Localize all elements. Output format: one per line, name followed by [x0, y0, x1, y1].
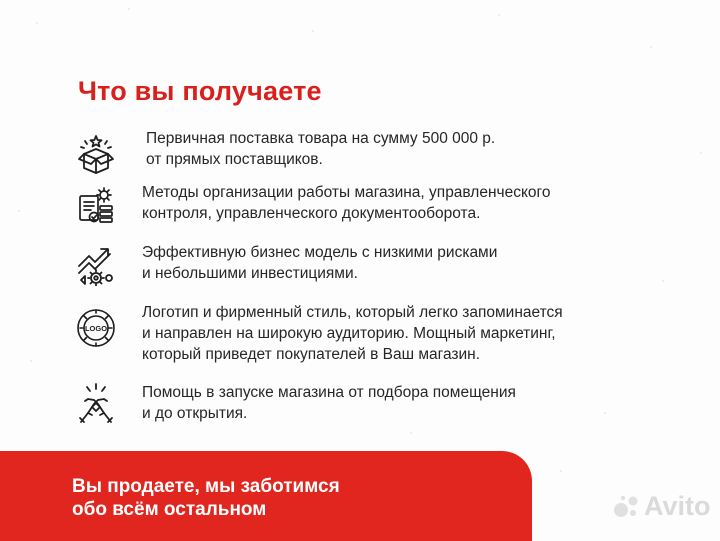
feature-item-logo [0, 302, 720, 368]
background-speck [650, 46, 652, 48]
feature-text: Методы организации работы магазина, управленческого контроля, управленческого документооборота. [142, 184, 551, 222]
avito-dots-icon [612, 492, 640, 520]
feature-item-methods [0, 182, 720, 242]
banner-line: Вы продаете, мы заботимся [72, 476, 340, 497]
feature-text: Логотип и фирменный стиль, который легко запоминается и направлен на широкую аудиторию. Мощный маркетинг, который приведет покупателей в Ваш магазин. [142, 304, 563, 363]
feature-text: Эффективную бизнес модель с низкими рисками и небольшими инвестициями. [142, 244, 498, 282]
background-speck [128, 8, 130, 10]
box-with-stars-icon [74, 132, 118, 176]
handshake-icon [74, 382, 118, 426]
background-speck [312, 30, 314, 32]
growth-chart-gear-icon [74, 242, 118, 286]
banner-line: обо всём остальном [72, 499, 267, 520]
feature-item-launch-help [0, 382, 720, 442]
avito-watermark [612, 488, 711, 524]
bottom-banner [0, 451, 532, 541]
watermark-text: Avito [644, 490, 711, 521]
page-title: Что вы получаете [78, 76, 322, 106]
feature-text: Помощь в запуске магазина от подбора помещения и до открытия. [142, 384, 516, 422]
logo-badge-icon [74, 306, 118, 350]
feature-item-business-model [0, 242, 720, 302]
documents-gear-icon [74, 184, 118, 228]
background-speck [36, 22, 38, 24]
feature-item-supply [0, 128, 720, 188]
svg-text:LOGO: LOGO [84, 324, 108, 333]
background-speck [498, 14, 500, 16]
background-speck [560, 470, 562, 472]
feature-text: Первичная поставка товара на сумму 500 000 р. от прямых поставщиков. [146, 130, 496, 168]
